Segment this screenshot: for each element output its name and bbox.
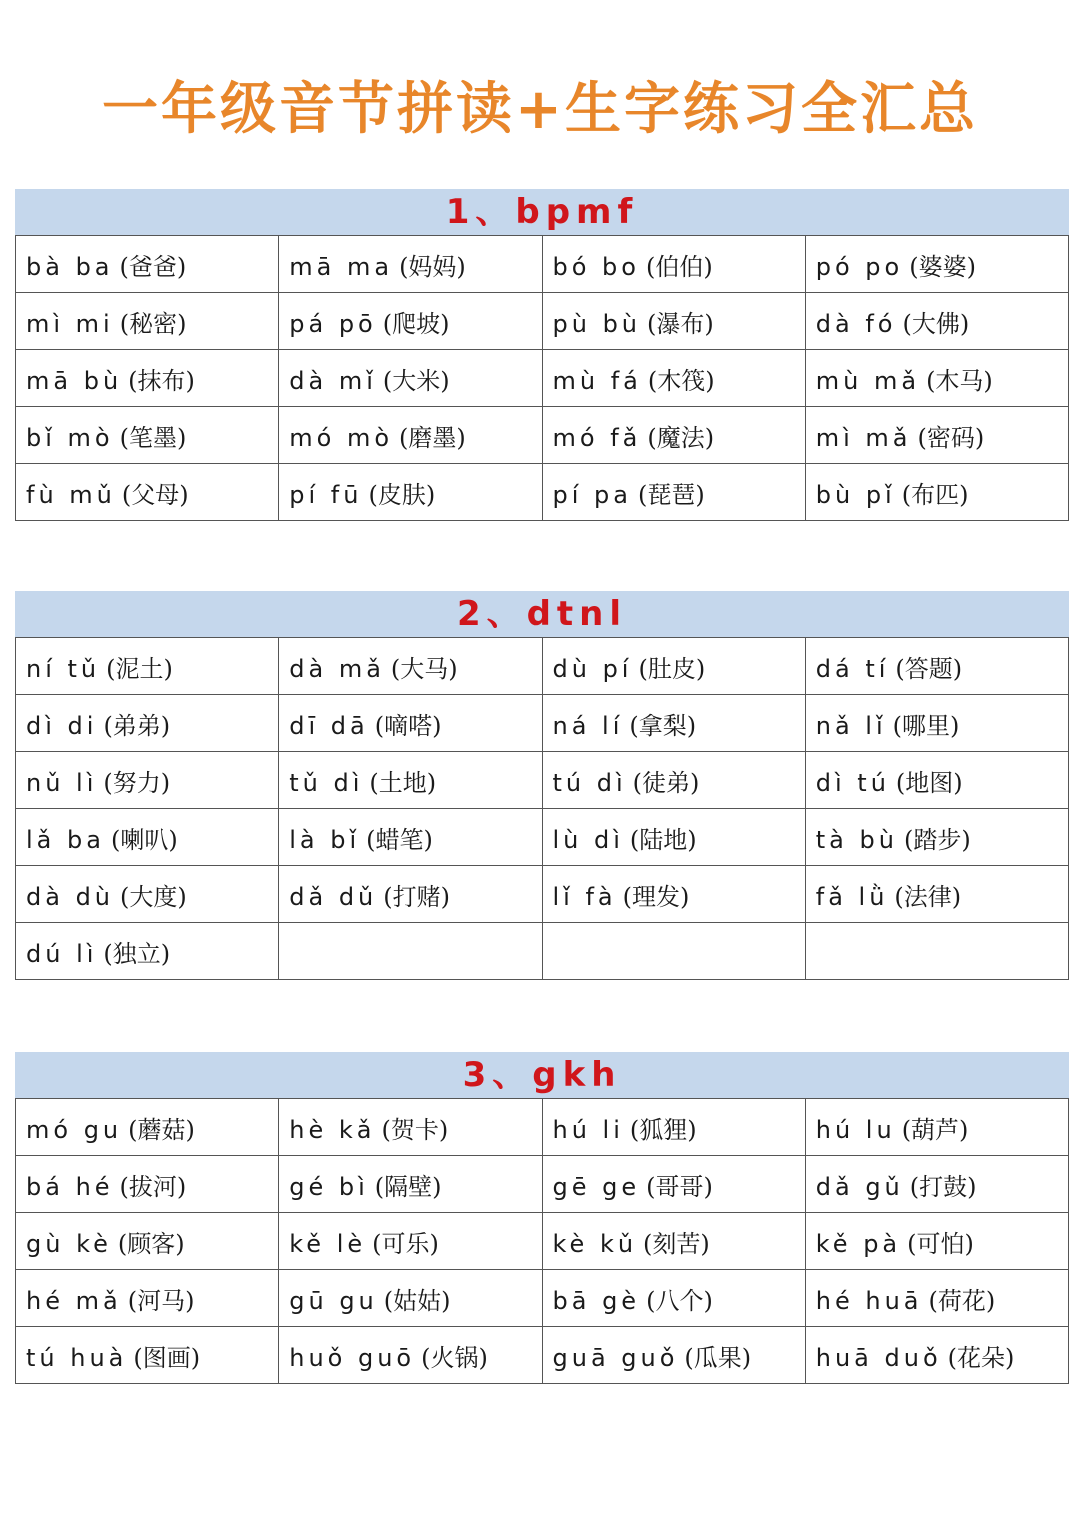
- pinyin-text: mā bù: [26, 366, 123, 395]
- hanzi-text: (隔壁): [374, 1172, 442, 1201]
- pinyin-text: fù mǔ: [26, 480, 116, 509]
- pinyin-text: pá pō: [289, 309, 377, 338]
- hanzi-text: (火锅): [421, 1343, 488, 1372]
- word-cell: [16, 638, 279, 695]
- hanzi-text: (葫芦): [901, 1115, 969, 1144]
- word-cell: [542, 695, 805, 752]
- word-cell: [16, 1327, 279, 1384]
- hanzi-text: (大马): [390, 654, 458, 683]
- table-row: [16, 407, 1069, 464]
- word-cell: [542, 407, 805, 464]
- hanzi-text: (妈妈): [399, 252, 466, 281]
- hanzi-text: (拿梨): [629, 711, 697, 740]
- word-cell: [16, 407, 279, 464]
- hanzi-text: (土地): [369, 768, 437, 797]
- word-cell: [805, 1213, 1068, 1270]
- pinyin-text: nǔ lì: [26, 768, 98, 797]
- hanzi-text: (踏步): [903, 825, 971, 854]
- pinyin-text: kè kǔ: [552, 1229, 638, 1258]
- pinyin-text: hé huā: [815, 1286, 923, 1315]
- pinyin-text: bá hé: [26, 1172, 114, 1201]
- pinyin-text: dá tí: [815, 654, 890, 683]
- pinyin-text: guā guǒ: [552, 1343, 679, 1372]
- table-row: [16, 809, 1069, 866]
- pinyin-text: dú lì: [26, 939, 98, 968]
- word-cell: [279, 407, 542, 464]
- hanzi-text: (木马): [926, 366, 993, 395]
- word-cell: [16, 464, 279, 521]
- hanzi-text: (法律): [894, 882, 962, 911]
- pinyin-text: mù fá: [552, 366, 642, 395]
- section-dtnl: [15, 591, 1069, 980]
- hanzi-text: (大度): [120, 882, 187, 911]
- hanzi-text: (贺卡): [381, 1115, 449, 1144]
- hanzi-text: (拔河): [119, 1172, 187, 1201]
- table-row: [16, 1327, 1069, 1384]
- word-cell: [542, 1213, 805, 1270]
- word-cell: [279, 1270, 542, 1327]
- hanzi-text: (顾客): [117, 1229, 185, 1258]
- word-cell: [16, 236, 279, 293]
- hanzi-text: (魔法): [647, 423, 715, 452]
- word-cell: [16, 1213, 279, 1270]
- pinyin-text: dǎ dǔ: [289, 882, 378, 911]
- pinyin-text: kě pà: [815, 1229, 902, 1258]
- word-cell: [279, 638, 542, 695]
- table-row: [16, 1156, 1069, 1213]
- word-cell: [279, 1156, 542, 1213]
- word-cell: [805, 350, 1068, 407]
- table-row: [16, 866, 1069, 923]
- pinyin-text: dī dā: [289, 711, 369, 740]
- word-cell: [805, 923, 1068, 980]
- pinyin-text: gū gu: [289, 1286, 378, 1315]
- word-cell: [16, 1270, 279, 1327]
- word-cell: [805, 236, 1068, 293]
- word-cell: [279, 752, 542, 809]
- pinyin-text: bù pǐ: [815, 480, 896, 509]
- hanzi-text: (瓜果): [684, 1343, 752, 1372]
- hanzi-text: (瀑布): [647, 309, 714, 338]
- word-cell: [279, 1099, 542, 1156]
- pinyin-text: dǎ gǔ: [815, 1172, 904, 1201]
- pinyin-text: pù bù: [552, 309, 642, 338]
- pinyin-text: dà mǐ: [289, 366, 377, 395]
- hanzi-text: (哪里): [892, 711, 960, 740]
- pinyin-text: mù mǎ: [815, 366, 921, 395]
- table-row: [16, 293, 1069, 350]
- word-cell: [16, 923, 279, 980]
- hanzi-text: (大米): [382, 366, 450, 395]
- pinyin-text: mì mǎ: [815, 423, 912, 452]
- hanzi-text: (笔墨): [119, 423, 187, 452]
- word-cell: [542, 923, 805, 980]
- hanzi-text: (嘀嗒): [374, 711, 442, 740]
- pinyin-text: nǎ lǐ: [815, 711, 887, 740]
- word-cell: [279, 923, 542, 980]
- hanzi-text: (伯伯): [645, 252, 713, 281]
- pinyin-text: bǐ mò: [26, 423, 114, 452]
- hanzi-text: (狐狸): [629, 1115, 697, 1144]
- hanzi-text: (泥土): [106, 654, 173, 683]
- word-cell: [16, 350, 279, 407]
- word-cell: [542, 1156, 805, 1213]
- hanzi-text: (答题): [895, 654, 963, 683]
- word-cell: [805, 638, 1068, 695]
- table-row: [16, 638, 1069, 695]
- hanzi-text: (爸爸): [119, 252, 187, 281]
- word-cell: [542, 809, 805, 866]
- word-cell: [16, 1156, 279, 1213]
- pinyin-text: gē ge: [552, 1172, 641, 1201]
- word-cell: [279, 809, 542, 866]
- word-cell: [16, 866, 279, 923]
- word-cell: [542, 1270, 805, 1327]
- pinyin-text: lǎ ba: [26, 825, 105, 854]
- pinyin-text: dà mǎ: [289, 654, 385, 683]
- word-cell: [279, 464, 542, 521]
- pinyin-text: pó po: [815, 252, 904, 281]
- word-cell: [805, 407, 1068, 464]
- pinyin-text: mó gu: [26, 1115, 123, 1144]
- word-cell: [805, 1099, 1068, 1156]
- pinyin-text: lù dì: [552, 825, 624, 854]
- pinyin-text: dù pí: [552, 654, 633, 683]
- word-cell: [542, 866, 805, 923]
- word-cell: [805, 752, 1068, 809]
- word-cell: [542, 1099, 805, 1156]
- word-cell: [542, 752, 805, 809]
- hanzi-text: (密码): [917, 423, 985, 452]
- pinyin-text: bā gè: [552, 1286, 641, 1315]
- pinyin-text: bà ba: [26, 252, 114, 281]
- section-header: 2、dtnl: [15, 591, 1069, 637]
- section-bpmf: [15, 189, 1069, 521]
- pinyin-text: tà bù: [815, 825, 898, 854]
- table-row: [16, 236, 1069, 293]
- syllable-table: [15, 235, 1069, 521]
- hanzi-text: (弟弟): [103, 711, 171, 740]
- pinyin-text: mó fǎ: [552, 423, 642, 452]
- hanzi-text: (陆地): [629, 825, 697, 854]
- word-cell: [805, 809, 1068, 866]
- pinyin-text: huǒ guō: [289, 1343, 416, 1372]
- table-row: [16, 1213, 1069, 1270]
- pinyin-text: dì di: [26, 711, 98, 740]
- pinyin-text: dà fó: [815, 309, 897, 338]
- hanzi-text: (大佛): [902, 309, 970, 338]
- pinyin-text: mì mi: [26, 309, 114, 338]
- word-cell: [805, 866, 1068, 923]
- pinyin-text: dì tú: [815, 768, 890, 797]
- hanzi-text: (花朵): [947, 1343, 1015, 1372]
- hanzi-text: (磨墨): [399, 423, 466, 452]
- word-cell: [805, 1270, 1068, 1327]
- hanzi-text: (肚皮): [638, 654, 706, 683]
- hanzi-text: (布匹): [901, 480, 969, 509]
- table-row: [16, 752, 1069, 809]
- hanzi-text: (蜡笔): [366, 825, 433, 854]
- hanzi-text: (打鼓): [909, 1172, 977, 1201]
- pinyin-text: hú li: [552, 1115, 624, 1144]
- word-cell: [279, 1327, 542, 1384]
- pinyin-text: fǎ lǜ: [815, 882, 889, 911]
- pinyin-text: gé bì: [289, 1172, 369, 1201]
- table-row: [16, 923, 1069, 980]
- word-cell: [16, 809, 279, 866]
- hanzi-text: (姑姑): [383, 1286, 451, 1315]
- syllable-table: [15, 637, 1069, 980]
- pinyin-text: kě lè: [289, 1229, 367, 1258]
- word-cell: [16, 695, 279, 752]
- word-cell: [279, 866, 542, 923]
- hanzi-text: (皮肤): [368, 480, 436, 509]
- table-row: [16, 1099, 1069, 1156]
- word-cell: [805, 695, 1068, 752]
- table-row: [16, 350, 1069, 407]
- hanzi-text: (图画): [133, 1343, 201, 1372]
- hanzi-text: (地图): [895, 768, 963, 797]
- hanzi-text: (秘密): [119, 309, 187, 338]
- hanzi-text: (木筏): [647, 366, 715, 395]
- pinyin-text: pí pa: [552, 480, 632, 509]
- pinyin-text: dà dù: [26, 882, 115, 911]
- pinyin-text: lǐ fà: [552, 882, 617, 911]
- pinyin-text: tú huà: [26, 1343, 128, 1372]
- syllable-table: [15, 1098, 1069, 1384]
- page-title: 一年级音节拼读+生字练习全汇总: [102, 77, 978, 142]
- hanzi-text: (八个): [646, 1286, 713, 1315]
- word-cell: [542, 350, 805, 407]
- pinyin-text: ná lí: [552, 711, 624, 740]
- section-header: 1、bpmf: [15, 189, 1069, 235]
- word-cell: [279, 350, 542, 407]
- word-cell: [805, 1327, 1068, 1384]
- pinyin-text: pí fū: [289, 480, 363, 509]
- pinyin-text: ní tǔ: [26, 654, 101, 683]
- table-row: [16, 464, 1069, 521]
- pinyin-text: huā duǒ: [815, 1343, 942, 1372]
- pinyin-text: tú dì: [552, 768, 627, 797]
- hanzi-text: (独立): [103, 939, 171, 968]
- pinyin-text: mó mò: [289, 423, 394, 452]
- pinyin-text: hè kǎ: [289, 1115, 376, 1144]
- word-cell: [279, 695, 542, 752]
- word-cell: [279, 236, 542, 293]
- pinyin-text: bó bo: [552, 252, 640, 281]
- table-row: [16, 1270, 1069, 1327]
- word-cell: [805, 1156, 1068, 1213]
- pinyin-text: tǔ dì: [289, 768, 364, 797]
- section-gkh: [15, 1052, 1069, 1384]
- pinyin-text: mā ma: [289, 252, 394, 281]
- word-cell: [279, 1213, 542, 1270]
- word-cell: [542, 638, 805, 695]
- hanzi-text: (喇叭): [110, 825, 178, 854]
- hanzi-text: (父母): [121, 480, 189, 509]
- hanzi-text: (爬坡): [382, 309, 450, 338]
- pinyin-text: gù kè: [26, 1229, 112, 1258]
- hanzi-text: (蘑菇): [128, 1115, 195, 1144]
- section-header: 3、gkh: [15, 1052, 1069, 1098]
- table-row: [16, 695, 1069, 752]
- hanzi-text: (婆婆): [909, 252, 976, 281]
- hanzi-text: (河马): [127, 1286, 195, 1315]
- hanzi-text: (可怕): [907, 1229, 974, 1258]
- hanzi-text: (努力): [103, 768, 171, 797]
- pinyin-text: là bǐ: [289, 825, 361, 854]
- hanzi-text: (打赌): [383, 882, 450, 911]
- hanzi-text: (琵琶): [637, 480, 705, 509]
- hanzi-text: (刻苦): [643, 1229, 710, 1258]
- pinyin-text: hé mǎ: [26, 1286, 122, 1315]
- word-cell: [805, 293, 1068, 350]
- hanzi-text: (荷花): [928, 1286, 996, 1315]
- word-cell: [279, 293, 542, 350]
- hanzi-text: (抹布): [128, 366, 195, 395]
- word-cell: [542, 293, 805, 350]
- word-cell: [805, 464, 1068, 521]
- hanzi-text: (理发): [622, 882, 690, 911]
- pinyin-text: hú lu: [815, 1115, 896, 1144]
- hanzi-text: (徒弟): [632, 768, 700, 797]
- hanzi-text: (哥哥): [646, 1172, 713, 1201]
- word-cell: [16, 752, 279, 809]
- word-cell: [16, 1099, 279, 1156]
- word-cell: [542, 236, 805, 293]
- hanzi-text: (可乐): [372, 1229, 439, 1258]
- word-cell: [16, 293, 279, 350]
- word-cell: [542, 1327, 805, 1384]
- word-cell: [542, 464, 805, 521]
